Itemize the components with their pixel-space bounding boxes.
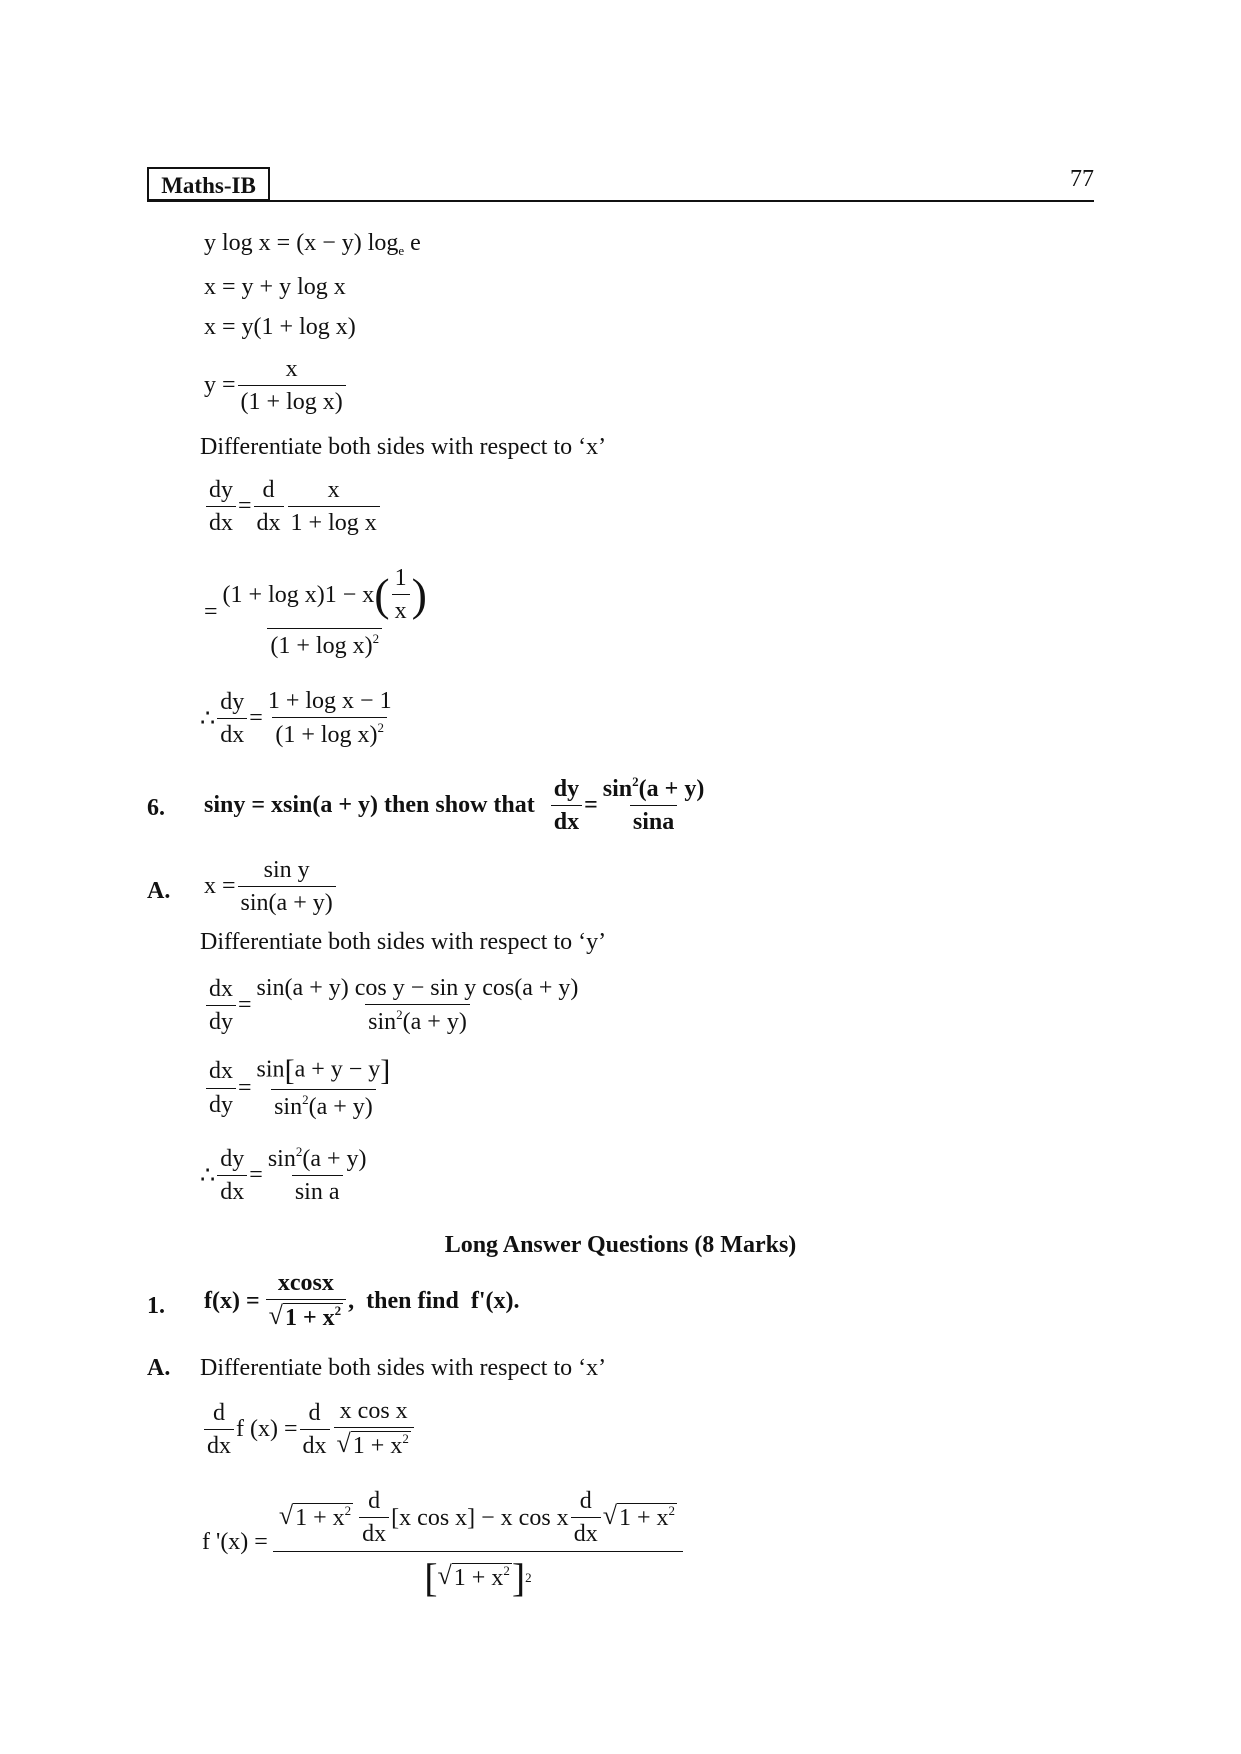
equals-sign: =	[238, 991, 252, 1018]
therefore-icon: ∴	[200, 705, 216, 732]
denominator: 1 + log x	[288, 506, 380, 536]
fraction	[265, 688, 395, 749]
radicand	[617, 1503, 677, 1533]
denominator: dx	[254, 506, 284, 536]
fraction	[334, 1398, 414, 1461]
step-equation	[204, 975, 583, 1036]
radicand-text: 1 + x	[352, 1433, 403, 1460]
denominator	[271, 1089, 376, 1120]
denominator: dx	[300, 1429, 330, 1459]
denominator: sin a	[292, 1175, 343, 1205]
equals-sign: =	[238, 493, 252, 520]
instruction-text: Differentiate both sides with respect to ‘x’	[200, 1355, 607, 1381]
numerator: dy	[209, 477, 233, 503]
denominator-text: (a + y)	[308, 1094, 373, 1120]
fraction	[571, 1488, 601, 1548]
denominator: x	[392, 594, 410, 624]
superscript: 2	[668, 1503, 676, 1519]
fraction	[392, 565, 410, 625]
numerator: dx	[209, 975, 233, 1002]
step-line	[204, 230, 421, 259]
question-number: 6.	[147, 795, 165, 821]
fraction	[254, 1056, 394, 1120]
numerator: dy	[553, 775, 580, 802]
step-equation	[204, 477, 382, 537]
radicand-text: 1 + x	[295, 1505, 345, 1532]
denominator-text: sin	[368, 1009, 397, 1036]
equals-sign: =	[204, 598, 218, 625]
fraction	[217, 689, 247, 749]
step-equation	[204, 356, 348, 416]
numerator-text: (a + y)	[302, 1146, 367, 1172]
step-equation	[204, 565, 432, 659]
left-bracket-icon: [	[424, 1554, 438, 1600]
fraction	[217, 1146, 247, 1206]
denominator: (1 + log x)	[238, 385, 346, 415]
numerator	[254, 1056, 394, 1089]
radicand	[283, 1303, 343, 1333]
fraction	[359, 1488, 389, 1548]
step-text: e	[404, 230, 421, 256]
superscript: 2	[344, 1503, 352, 1519]
question-statement: siny = xsin(a + y) then show that	[204, 791, 535, 818]
numerator	[265, 1145, 370, 1175]
equals-sign: =	[249, 1161, 263, 1188]
denominator: dx	[217, 718, 247, 748]
step-equation	[202, 1488, 682, 1598]
radicand-text: 1 + x	[618, 1505, 669, 1532]
numerator: x	[327, 477, 340, 503]
numerator-text: sin	[256, 1056, 285, 1083]
question-statement: , then find f'(x).	[348, 1287, 520, 1314]
radicand-text: 1 + x	[284, 1305, 335, 1332]
section-title: Long Answer Questions (8 Marks)	[444, 1232, 797, 1258]
numerator: sin y	[263, 857, 310, 883]
radicand	[293, 1503, 353, 1533]
left-bracket-icon: [	[284, 1054, 295, 1087]
denominator: sin(a + y)	[238, 886, 336, 916]
step-equation	[200, 1145, 372, 1206]
question-text	[204, 1270, 519, 1333]
equation-lhs: f (x) =	[236, 1415, 298, 1442]
equals-sign: =	[584, 791, 598, 818]
numerator-text: [x cos x] − x cos x	[391, 1504, 569, 1531]
square-root	[603, 1503, 677, 1533]
superscript: 2	[525, 1569, 532, 1585]
fraction	[206, 1058, 236, 1118]
superscript: 2	[302, 1092, 309, 1107]
denominator	[272, 717, 387, 748]
step-line: x = y(1 + log x)	[204, 314, 356, 340]
denominator-text: sin	[274, 1094, 303, 1120]
numerator: dy	[220, 688, 245, 715]
denominator: dy	[206, 1005, 236, 1035]
fraction	[288, 477, 380, 537]
instruction-text: Differentiate both sides with respect to ‘y’	[200, 929, 607, 955]
denominator	[273, 1551, 683, 1598]
radical-icon: √	[437, 1560, 452, 1590]
numerator-text: a + y − y	[294, 1056, 381, 1083]
header-rule	[147, 200, 1094, 202]
superscript: 2	[632, 774, 639, 789]
fraction	[238, 857, 336, 917]
subject-label: Maths-IB	[147, 167, 270, 201]
equation-lhs: y =	[204, 372, 236, 399]
denominator	[266, 1299, 346, 1333]
superscript: 2	[295, 1144, 303, 1159]
numerator: d	[262, 477, 275, 503]
numerator: d	[579, 1488, 592, 1514]
therefore-icon: ∴	[200, 1162, 216, 1189]
denominator	[267, 628, 382, 659]
square-root	[269, 1303, 343, 1333]
numerator: 1	[394, 565, 407, 591]
numerator: d	[213, 1399, 225, 1426]
instruction-text: Differentiate both sides with respect to ‘x’	[200, 434, 607, 460]
denominator: dx	[206, 506, 236, 536]
denominator	[365, 1004, 470, 1035]
radicand	[452, 1563, 512, 1593]
radical-icon: √	[268, 1301, 283, 1331]
numerator: xcosx	[277, 1270, 334, 1296]
square-root	[337, 1431, 411, 1461]
fraction	[265, 1145, 370, 1206]
page-number: 77	[1070, 166, 1094, 192]
fraction	[254, 975, 582, 1036]
fraction	[204, 1400, 234, 1460]
step-line: x = y + y log x	[204, 274, 346, 300]
subscript: e	[398, 243, 405, 258]
numerator-text: sin	[602, 776, 633, 802]
numerator-text: (a + y)	[638, 776, 705, 802]
numerator	[220, 565, 430, 628]
numerator: x	[285, 356, 298, 382]
fraction	[551, 776, 582, 836]
question-number: 1.	[147, 1293, 165, 1319]
numerator	[600, 775, 708, 805]
numerator: d	[308, 1399, 321, 1426]
numerator: sin(a + y) cos y − sin y cos(a + y)	[256, 975, 579, 1001]
denominator: dx	[551, 805, 582, 835]
step-equation	[204, 857, 338, 917]
answer-label: A.	[147, 878, 171, 904]
denominator: dx	[217, 1175, 247, 1205]
equation-lhs: x =	[204, 873, 236, 900]
superscript: 2	[377, 720, 385, 736]
denominator-text: (a + y)	[402, 1009, 467, 1036]
superscript: 2	[396, 1007, 403, 1023]
fraction	[276, 1488, 680, 1598]
superscript: 2	[372, 630, 380, 646]
denominator: dx	[204, 1429, 234, 1459]
equals-sign: =	[249, 704, 263, 731]
question-text	[204, 775, 709, 836]
equation-lhs: f '(x) =	[202, 1529, 268, 1556]
denominator: sina	[630, 805, 677, 835]
radical-icon: √	[278, 1501, 294, 1531]
square-root	[437, 1560, 512, 1593]
fraction	[206, 477, 236, 537]
numerator-text: sin	[267, 1146, 296, 1172]
superscript: 2	[503, 1562, 510, 1578]
answer-label: A.	[147, 1355, 171, 1381]
fraction	[254, 477, 284, 537]
denominator-text: (1 + log x)	[275, 722, 378, 749]
fraction	[238, 356, 346, 416]
denominator: dy	[206, 1088, 236, 1118]
right-bracket-icon: ]	[511, 1554, 526, 1600]
fraction	[266, 1270, 346, 1333]
step-text: y log x = (x − y) log	[204, 230, 399, 256]
fraction	[600, 775, 708, 836]
left-paren-icon: (	[374, 568, 390, 620]
radicand	[351, 1431, 411, 1461]
step-equation	[200, 688, 397, 749]
fraction	[300, 1400, 330, 1460]
step-equation	[204, 1056, 395, 1120]
fraction	[220, 565, 430, 659]
radical-icon: √	[602, 1501, 617, 1531]
superscript: 2	[402, 1431, 409, 1447]
equation-lhs: f(x) =	[204, 1287, 260, 1314]
radicand-text: 1 + x	[453, 1564, 504, 1591]
numerator	[276, 1488, 680, 1551]
numerator: x cos x	[339, 1398, 408, 1424]
step-equation	[202, 1398, 416, 1461]
denominator	[334, 1427, 414, 1461]
equals-sign: =	[238, 1074, 252, 1101]
denominator: dx	[571, 1517, 601, 1547]
denominator-text: (1 + log x)	[270, 632, 373, 659]
numerator-text: (1 + log x)1 − x	[222, 581, 375, 608]
right-paren-icon: )	[411, 568, 427, 620]
numerator: d	[368, 1488, 381, 1514]
numerator: dx	[209, 1058, 233, 1085]
superscript: 2	[334, 1303, 342, 1319]
numerator: 1 + log x − 1	[267, 688, 392, 714]
denominator: dx	[359, 1517, 389, 1547]
right-bracket-icon: ]	[380, 1054, 391, 1087]
square-root	[279, 1503, 353, 1533]
radical-icon: √	[336, 1429, 351, 1459]
fraction	[206, 976, 236, 1036]
numerator: dy	[220, 1145, 245, 1172]
